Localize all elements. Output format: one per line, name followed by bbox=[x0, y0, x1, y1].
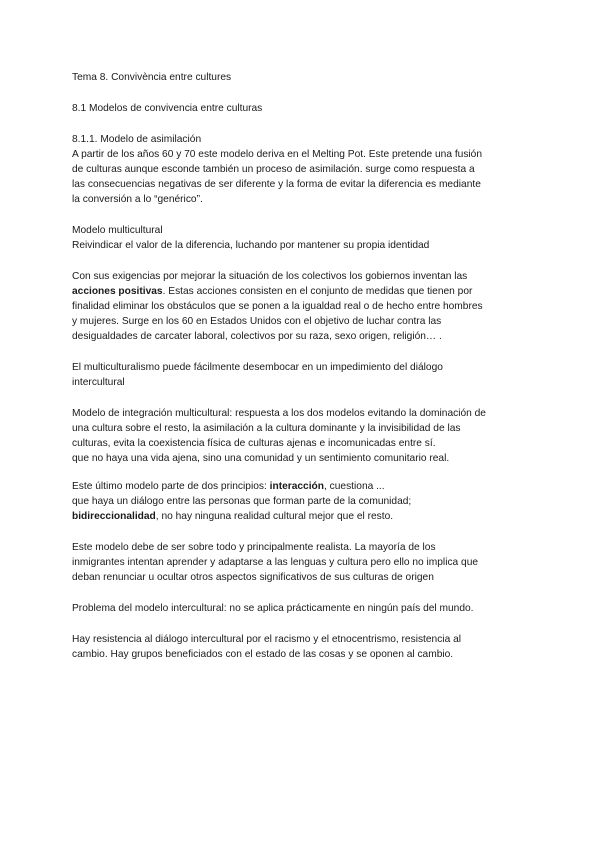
text-line: Con sus exigencias por mejorar la situación de los colectivos los gobiernos inventan las bbox=[72, 271, 468, 282]
document-title: Tema 8. Convivència entre cultures bbox=[72, 72, 232, 83]
text-line: inmigrantes intentan aprender y adaptarse a las lenguas y cultura pero ello no implica que bbox=[72, 557, 479, 568]
multiculturalismo-paragraph bbox=[72, 360, 532, 390]
text-line: y mujeres. Surge en los 60 en Estados Unidos con el objetivo de luchar contra las bbox=[72, 316, 442, 327]
text-line: El multiculturalismo puede fácilmente desembocar en un impedimiento del diálogo bbox=[72, 362, 443, 373]
text-line: Este modelo debe de ser sobre todo y principalmente realista. La mayoría de los bbox=[72, 542, 436, 553]
text-line: acciones positivas. Estas acciones consisten en el conjunto de medidas que tienen por bbox=[72, 286, 473, 297]
text-line: culturas, evita la coexistencia física de culturas ajenas e incomunicadas entre sí. bbox=[72, 438, 436, 449]
text-line: finalidad eliminar los obstáculos que se ponen a la igualdad real o de hecho entre hombres bbox=[72, 301, 483, 312]
section-heading: 8.1 Modelos de convivencia entre culturas bbox=[72, 103, 263, 114]
text-line: deban renunciar u ocultar otros aspectos significativos de sus culturas de origen bbox=[72, 572, 434, 583]
problema-paragraph bbox=[72, 601, 532, 616]
text-line: Modelo de integración multicultural: respuesta a los dos modelos evitando la dominación de bbox=[72, 408, 486, 419]
bidireccionalidad-term: bidireccionalidad bbox=[72, 511, 156, 522]
integracion-paragraph bbox=[72, 406, 532, 466]
multicultural-heading: Modelo multicultural bbox=[72, 225, 163, 236]
text-line: Reivindicar el valor de la diferencia, luchando por mantener su propia identidad bbox=[72, 240, 430, 251]
text-line: desigualdades de carcater laboral, colectivos por su raza, sexo origen, religión… . bbox=[72, 331, 442, 342]
text-line: la conversión a lo “genérico”. bbox=[72, 194, 203, 205]
text-line: que no haya una vida ajena, sino una comunidad y un sentimiento comunitario real. bbox=[72, 453, 450, 464]
interaccion-term: interacción bbox=[269, 481, 324, 492]
realista-paragraph bbox=[72, 540, 532, 585]
text-line: de culturas aunque esconde también un proceso de asimilación. surge como respuesta a bbox=[72, 164, 475, 175]
text-line: una cultura sobre el resto, la asimilación a la cultura dominante y la invisibilidad de las bbox=[72, 423, 461, 434]
text-line: Problema del modelo intercultural: no se aplica prácticamente en ningún país del mundo. bbox=[72, 603, 474, 614]
subsection-heading: 8.1.1. Modelo de asimilación bbox=[72, 134, 202, 145]
acciones-positivas-term: acciones positivas bbox=[72, 286, 163, 297]
text-line: que haya un diálogo entre las personas que forman parte de la comunidad; bbox=[72, 496, 412, 507]
text-line: bidireccionalidad, no hay ninguna realidad cultural mejor que el resto. bbox=[72, 511, 394, 522]
multicultural-paragraph bbox=[72, 223, 532, 253]
text-line: Hay resistencia al diálogo intercultural por el racismo y el etnocentrismo, resistencia al bbox=[72, 634, 461, 645]
principios-paragraph bbox=[72, 479, 532, 524]
text-line: intercultural bbox=[72, 377, 125, 388]
text-line: Este último modelo parte de dos principios: interacción, cuestiona ... bbox=[72, 481, 385, 492]
text-line: cambio. Hay grupos beneficiados con el estado de las cosas y se oponen al cambio. bbox=[72, 649, 454, 660]
document-page bbox=[72, 70, 532, 662]
text-line: A partir de los años 60 y 70 este modelo deriva en el Melting Pot. Este pretende una fusión bbox=[72, 149, 483, 160]
acciones-paragraph bbox=[72, 269, 532, 344]
text-line: las consecuencias negativas de ser diferente y la forma de evitar la diferencia es mediante bbox=[72, 179, 481, 190]
asimilacion-paragraph bbox=[72, 132, 532, 207]
resistencia-paragraph bbox=[72, 632, 532, 662]
